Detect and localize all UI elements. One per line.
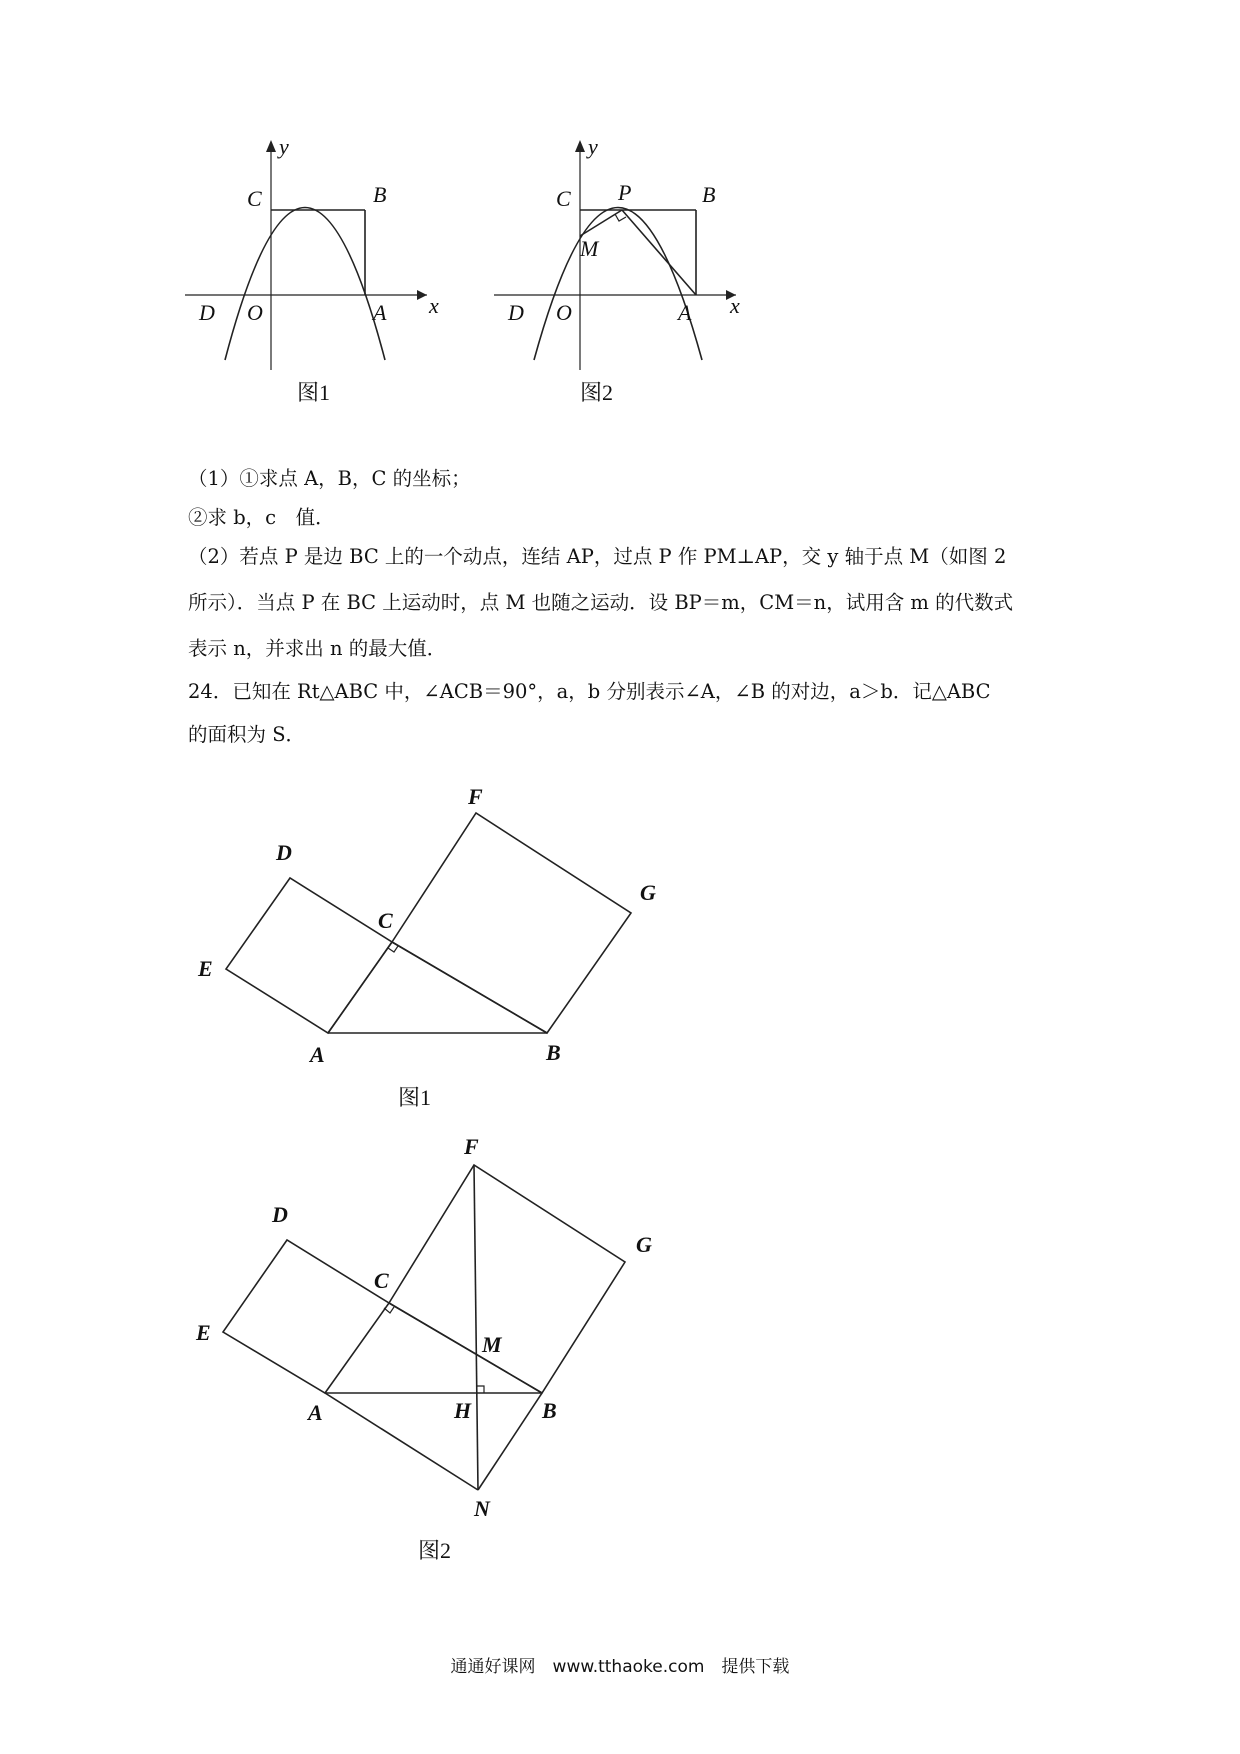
point-label-o: O bbox=[247, 300, 263, 325]
point-label-d: D bbox=[276, 840, 292, 865]
text-line-2: ②求 b，c 值． bbox=[188, 506, 335, 529]
q23-figure-2 bbox=[494, 134, 754, 420]
q24-figure-1 bbox=[0, 760, 1240, 1160]
q23-figure-1 bbox=[185, 134, 445, 420]
point-label-b: B bbox=[542, 1398, 557, 1423]
point-label-m: M bbox=[580, 236, 599, 261]
axis-label-y: y bbox=[279, 134, 289, 159]
text-line-4: 所示）．当点 P 在 BC 上运动时，点 M 也随之运动．设 BP＝m，CM＝n，试用含 m 的代数式 bbox=[188, 591, 1014, 614]
figure-caption: 图1 bbox=[297, 380, 331, 405]
point-label-e: E bbox=[198, 956, 213, 981]
point-label-d: D bbox=[508, 300, 524, 325]
text-line-6: 24．已知在 Rt△ABC 中，∠ACB＝90°，a，b 分别表示∠A，∠B 的对边，a＞b．记△ABC bbox=[188, 680, 991, 703]
point-label-c: C bbox=[247, 186, 262, 211]
point-label-f: F bbox=[468, 784, 483, 809]
point-label-a: A bbox=[308, 1400, 323, 1425]
point-label-b: B bbox=[702, 182, 716, 207]
point-label-p: P bbox=[618, 180, 632, 205]
axis-label-x: x bbox=[429, 293, 439, 318]
axis-label-x: x bbox=[730, 293, 740, 318]
figure-caption: 图1 bbox=[398, 1085, 432, 1110]
point-label-c: C bbox=[556, 186, 571, 211]
point-label-a: A bbox=[310, 1042, 325, 1067]
point-label-c: C bbox=[374, 1268, 389, 1293]
point-label-b: B bbox=[546, 1040, 561, 1065]
page-footer: 通通好课网 www.tthaoke.com 提供下载 bbox=[450, 1657, 790, 1677]
figure-caption: 图2 bbox=[418, 1538, 452, 1563]
text-line-7: 的面积为 S． bbox=[188, 723, 306, 746]
point-label-g: G bbox=[640, 880, 656, 905]
axis-label-y: y bbox=[588, 134, 598, 159]
point-label-d: D bbox=[199, 300, 215, 325]
point-label-b: B bbox=[373, 182, 387, 207]
figure-caption: 图2 bbox=[580, 380, 614, 405]
point-label-d: D bbox=[272, 1202, 288, 1227]
point-label-a: A bbox=[678, 300, 692, 325]
point-label-e: E bbox=[196, 1320, 211, 1345]
point-label-g: G bbox=[636, 1232, 652, 1257]
text-line-5: 表示 n，并求出 n 的最大值． bbox=[188, 637, 447, 660]
text-line-3: （2）若点 P 是边 BC 上的一个动点，连结 AP，过点 P 作 PM⊥AP，交 y 轴于点 M（如图 2 bbox=[188, 545, 1007, 568]
point-label-a: A bbox=[373, 300, 387, 325]
point-label-m: M bbox=[482, 1332, 502, 1357]
text-line-1: （1）①求点 A，B，C 的坐标； bbox=[188, 467, 471, 490]
q24-figure-2 bbox=[0, 1120, 1240, 1563]
point-label-c: C bbox=[378, 908, 393, 933]
point-label-h: H bbox=[454, 1398, 472, 1423]
point-label-o: O bbox=[556, 300, 572, 325]
point-label-n: N bbox=[474, 1496, 490, 1521]
point-label-f: F bbox=[464, 1134, 479, 1159]
